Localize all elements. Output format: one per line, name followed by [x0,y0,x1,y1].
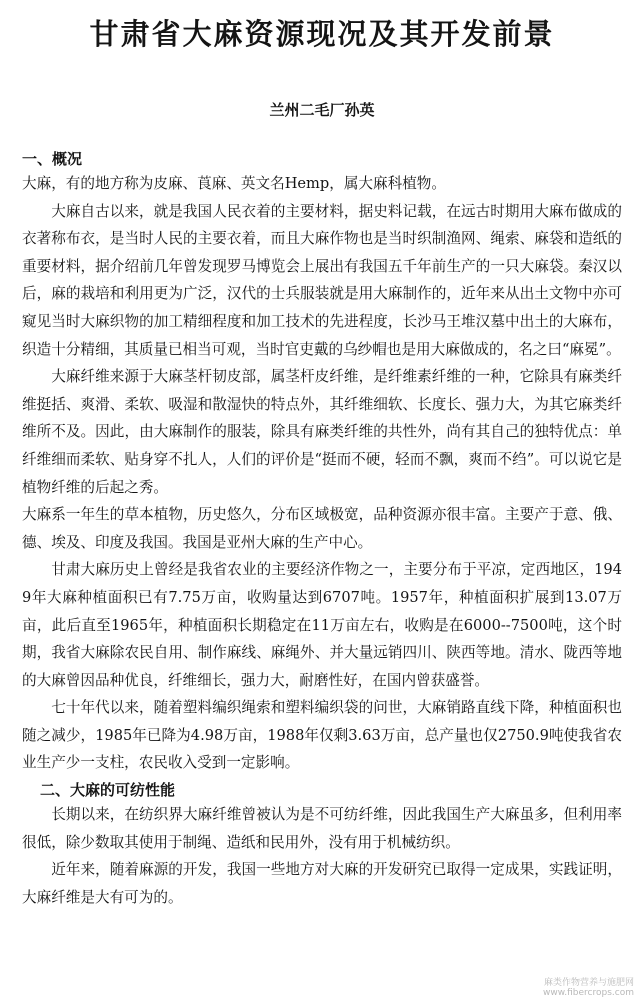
paragraph-unspinnable-view: 长期以来，在纺织界大麻纤维曾被认为是不可纺纤维，因此我国生产大麻虽多，但利用率很低，除少数取其使用于制绳、造纸和民用外，没有用于机械纺织。 [22,806,622,851]
site-watermark [543,978,634,998]
watermark-site-url: www.fibercrops.com [543,988,634,998]
paragraph-seventies-decline: 七十年代以来，随着塑料编织绳索和塑料编织袋的问世，大麻销路直线下降，种植面积也随之减少，1985年已降为4.98万亩，1988年仅剩3.63万亩，总产量也仅2750.9吨使我省农业生产少一支柱，农民收入受到一定影响。 [22,699,622,772]
paragraph-hemp-history: 大麻自古以来，就是我国人民衣着的主要材料，据史料记载，在远古时期用大麻布做成的衣著称布衣，是当时人民的主要衣着，而且大麻作物也是当时织制渔网、绳索、麻袋和造纸的重要材料，据介绍前几年曾发现罗马博览会上展出有我国五千年前生产的一只大麻袋。秦汉以后，麻的栽培和利用更为广泛，汉代的士兵服装就是用大麻制作的，近年来从出土文物中亦可窥见当时大麻织物的加工精细程度和加工技术的先进程度，长沙马王堆汉墓中出土的大麻布，织造十分精细，其质量已相当可观，当时官吏戴的乌纱帽也是用大麻做成的，名之曰“麻冕”。 [22,202,622,358]
paragraph-hemp-fiber-properties: 大麻纤维来源于大麻茎杆韧皮部，属茎杆皮纤维，是纤维素纤维的一种，它除具有麻类纤维挺括、爽滑、柔软、吸湿和散湿快的特点外，其纤维细软、长度长、强力大，为其它麻类纤维所不及。因此，由大麻制作的服装，除具有麻类纤维的共性外，尚有其自己的独特优点：单纤维细而柔软、贴身穿不扎人，人们的评价是“挺而不硬，轻而不飘，爽而不绉”。可以说它是植物纤维的后起之秀。 [22,368,622,496]
paragraph-gansu-production: 甘肃大麻历史上曾经是我省农业的主要经济作物之一，主要分布于平凉，定西地区，1949年大麻种植面积已有7.75万亩，收购量达到6707吨。1957年，种植面积扩展到13.07万亩，此后直至1965年，种植面积长期稳定在11万亩左右，收购是在6000--7500吨，这个时期，我省大麻除农民自用、制作麻线、麻绳外、并大量远销四川、陕西等地。清水、陇西等地的大麻曾因品种优良，纤维细长，强力大，耐磨性好，在国内曾获盛誉。 [22,561,622,689]
paragraph-recent-research: 近年来，随着麻源的开发，我国一些地方对大麻的开发研究已取得一定成果，实践证明，大麻纤维是大有可为的。 [22,861,622,906]
paragraph-hemp-names: 大麻，有的地方称为皮麻、莨麻、英文名Hemp，属大麻科植物。 [22,175,446,192]
document-title: 甘肃省大麻资源现况及其开发前景 [89,17,555,51]
paragraph-hemp-distribution: 大麻系一年生的草本植物，历史悠久，分布区域极宽，品种资源亦很丰富。主要产于意、俄、德、埃及、印度及我国。我国是亚州大麻的生产中心。 [22,506,622,551]
section-heading-overview: 一、概况 [22,150,83,168]
watermark-site-name: 麻类作物营养与施肥网 [543,978,634,988]
section-heading-spinnability: 二、大麻的可纺性能 [40,781,176,800]
author-line: 兰州二毛厂孙英 [269,101,375,119]
